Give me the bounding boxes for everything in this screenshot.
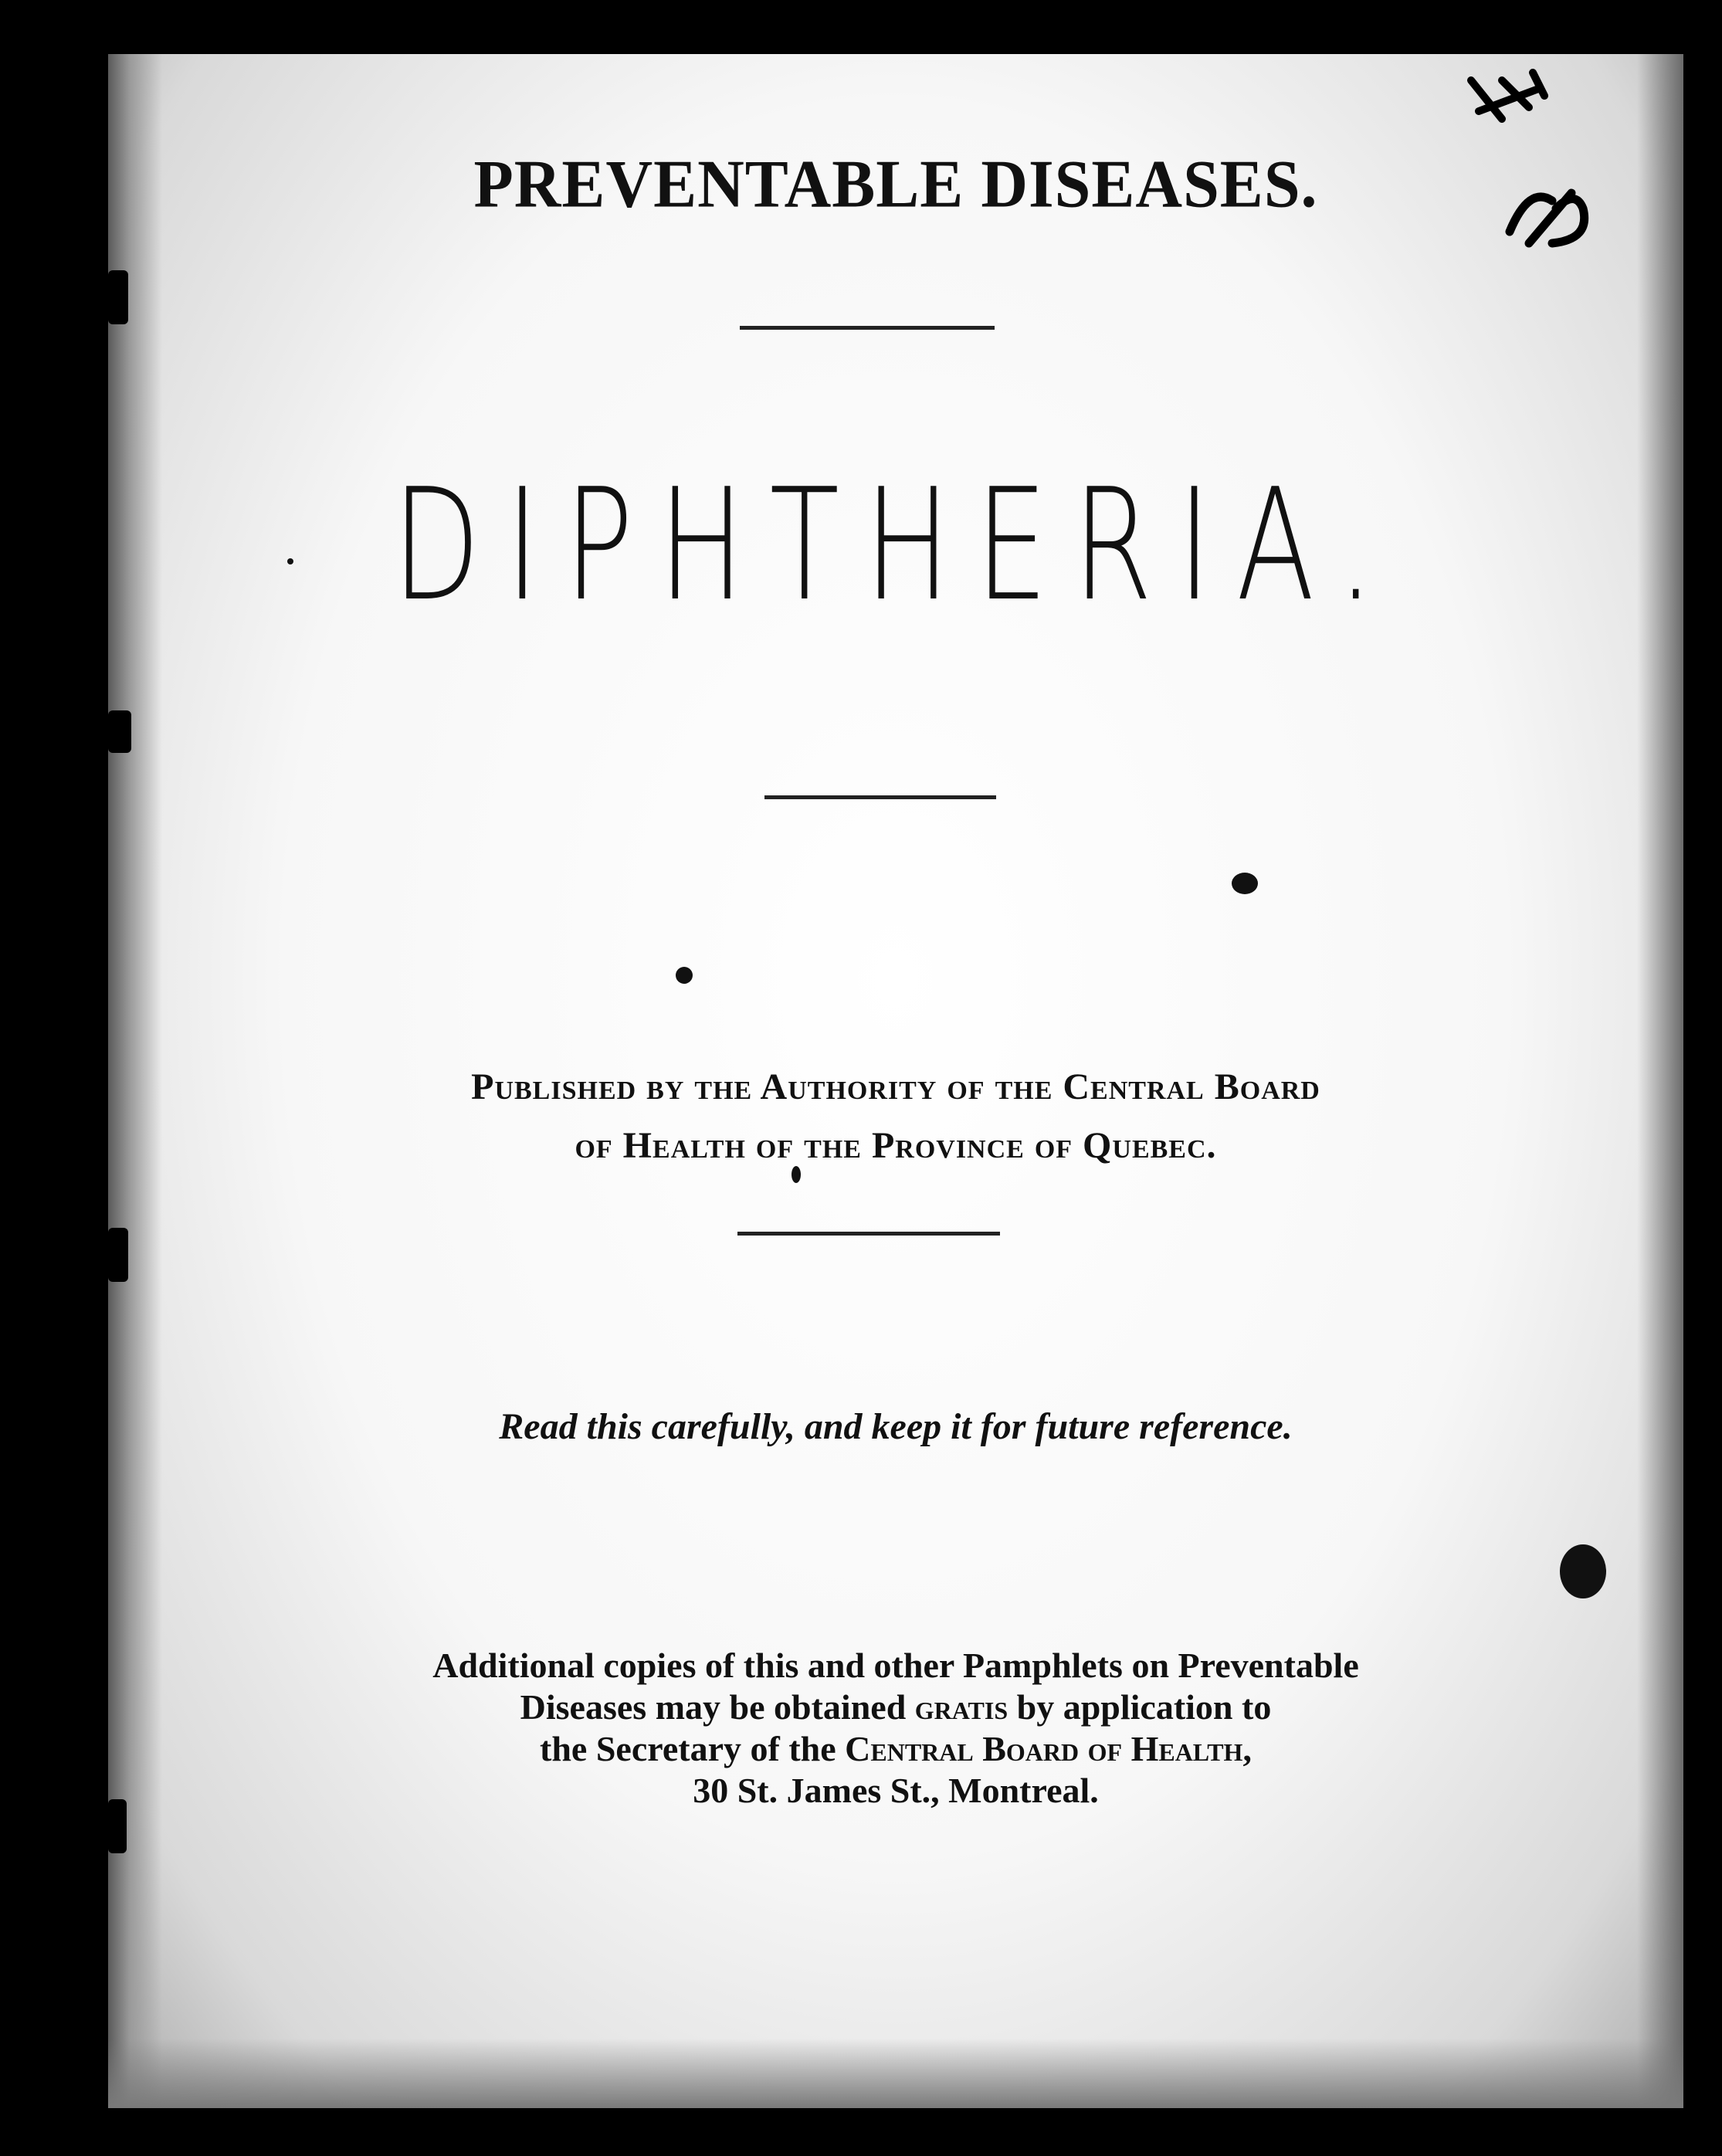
binding-hole xyxy=(108,1228,128,1282)
publisher-line-1: Published by the Authority of the Central Board xyxy=(471,1066,1320,1107)
document-title: DIPHTHERIA. xyxy=(392,456,1399,636)
ink-spot xyxy=(1560,1544,1606,1598)
publisher-line-2: of Health of the Province of Quebec. xyxy=(575,1125,1217,1166)
pamphlet-cover xyxy=(108,54,1683,2108)
notice-line-2: Diseases may be obtained gratis by application to xyxy=(520,1687,1272,1727)
ink-speck xyxy=(287,558,293,564)
additional-copies-notice xyxy=(108,1645,1683,1812)
publisher-statement xyxy=(108,1058,1683,1175)
divider-rule-1 xyxy=(740,326,995,330)
binding-hole xyxy=(108,270,128,324)
notice-line-4: 30 St. James St., Montreal. xyxy=(693,1771,1099,1810)
handwritten-mark-top xyxy=(1456,65,1552,154)
ink-speck xyxy=(792,1166,801,1183)
reading-note: Read this carefully, and keep it for future reference. xyxy=(499,1406,1293,1447)
notice-line-3: the Secretary of the Central Board of Health, xyxy=(540,1729,1252,1768)
binding-hole xyxy=(108,710,131,753)
series-heading: PREVENTABLE DISEASES. xyxy=(473,146,1318,222)
notice-line-1: Additional copies of this and other Pamphlets on Preventable xyxy=(432,1646,1359,1685)
ink-spot xyxy=(676,967,693,984)
divider-rule-3 xyxy=(737,1232,1000,1236)
divider-rule-2 xyxy=(764,795,996,799)
page-edge-bottom xyxy=(108,2039,1683,2108)
binding-hole xyxy=(108,1799,127,1853)
ink-spot xyxy=(1232,873,1258,894)
